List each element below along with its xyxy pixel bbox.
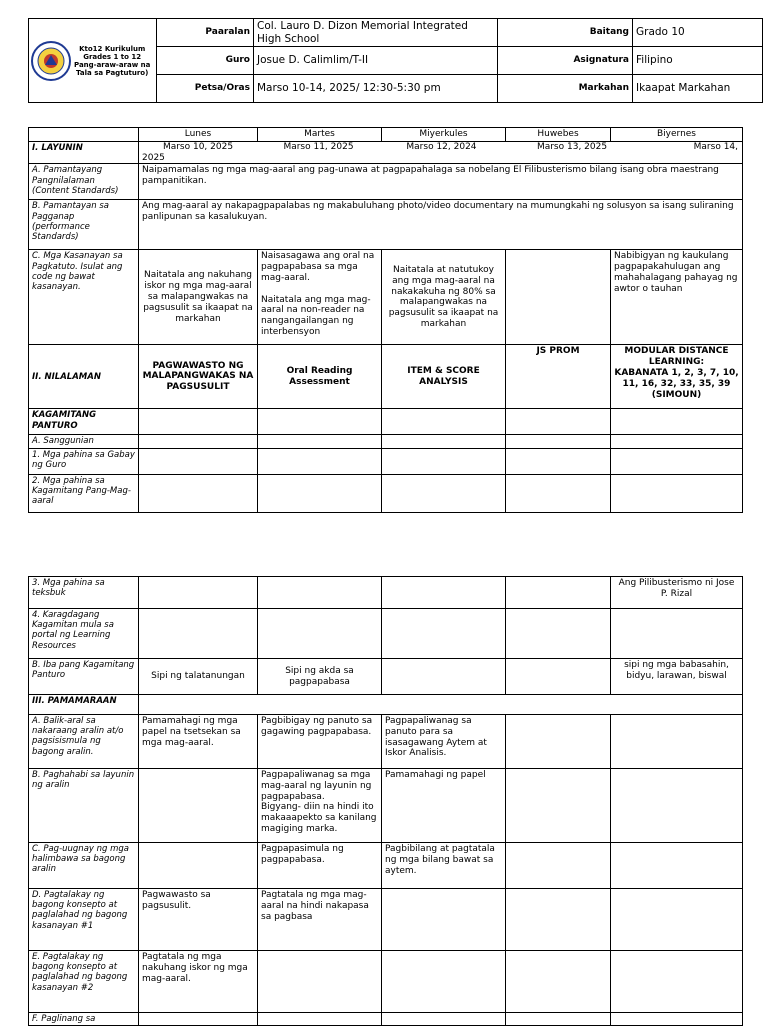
pag-uugnay-tue: Pagpapasimula ng pagpapabasa. xyxy=(258,843,382,889)
empty-cell xyxy=(139,695,743,715)
logo-text: Kto12 Kurikulum Grades 1 to 12 Pang-araw-araw na Tala sa Pagtuturo) xyxy=(74,44,151,77)
empty-cell xyxy=(139,409,258,435)
empty-cell xyxy=(382,577,506,609)
nilalaman-wed: ITEM & SCORE ANALYSIS xyxy=(382,345,506,409)
empty-cell xyxy=(258,609,382,659)
date-wed: Marso 12, 2024 xyxy=(406,141,477,152)
paghahabi-label: B. Paghahabi sa layunin ng aralin xyxy=(29,769,139,843)
guro-label: Guro xyxy=(157,47,254,75)
nilalaman-label: II. NILALAMAN xyxy=(29,345,139,409)
lesson-plan-table-2 xyxy=(28,576,743,1026)
header-table xyxy=(28,18,763,103)
balik-wed: Pagpapaliwanag sa panuto para sa isasagawang Aytem at Iskor Analisis. xyxy=(382,715,506,769)
guro-value: Josue D. Calimlim/T-II xyxy=(254,47,498,75)
baitang-value: Grado 10 xyxy=(633,19,763,47)
day-header: Biyernes xyxy=(611,128,743,142)
d-mon: Pagwawasto sa pagsusulit. xyxy=(139,889,258,951)
petsa-value: Marso 10-14, 2025/ 12:30-5:30 pm xyxy=(254,75,498,103)
kasanayan-fri: Nabibigyan ng kaukulang pagpapakahulugan ang mahahalagang pahayag ng awtor o tauhan xyxy=(611,250,743,345)
deped-seal-icon xyxy=(31,41,71,81)
iba-mon: Sipi ng talatanungan xyxy=(139,659,258,695)
empty-cell xyxy=(382,659,506,695)
iba-tue: Sipi ng akda sa pagpapabasa xyxy=(258,659,382,695)
nilalaman-fri: MODULAR DISTANCE LEARNING: KABANATA 1, 2, 3, 7, 10, 11, 16, 32, 33, 35, 39 (SIMOUN) xyxy=(611,345,743,409)
empty-cell xyxy=(506,951,611,1013)
nilalaman-thu: JS PROM xyxy=(506,345,611,409)
paaralan-label: Paaralan xyxy=(157,19,254,47)
kasanayan-wed: Naitatala at natutukoy ang mga mag-aaral na nakakakuha ng 80% sa malapangwakas na pagsusulit sa ikaapat na markahan xyxy=(382,250,506,345)
kasanayan-mon: Naitatala ang nakuhang iskor ng mga mag-aaral sa malapangwakas na pagsusulit sa ikaapat na markahan xyxy=(139,250,258,345)
empty-cell xyxy=(139,843,258,889)
empty-cell xyxy=(382,951,506,1013)
empty-cell xyxy=(258,409,382,435)
empty-cell xyxy=(506,715,611,769)
empty-cell xyxy=(258,951,382,1013)
pagganap-label: B. Pamantayan sa Pagganap (performance Standards) xyxy=(29,200,139,250)
teksbuk-fri: Ang Pilibusterismo ni Jose P. Rizal xyxy=(611,577,743,609)
empty-cell xyxy=(611,769,743,843)
kagamitang-pang-label: 2. Mga pahina sa Kagamitang Pang-Mag-aaral xyxy=(29,474,139,512)
empty-cell xyxy=(139,577,258,609)
empty-cell xyxy=(139,435,258,448)
sanggunian-label: A. Sanggunian xyxy=(29,435,139,448)
empty-cell xyxy=(611,409,743,435)
empty-cell xyxy=(382,474,506,512)
empty-cell xyxy=(506,609,611,659)
karagdagang-label: 4. Karagdagang Kagamitan mula sa portal ng Learning Resources xyxy=(29,609,139,659)
day-header: Martes xyxy=(258,128,382,142)
nilalaman-tue: Oral Reading Assessment xyxy=(258,345,382,409)
e-label: E. Pagtalakay ng bagong konsepto at paglalahad ng bagong kasanayan #2 xyxy=(29,951,139,1013)
empty-cell xyxy=(258,577,382,609)
pag-uugnay-label: C. Pag-uugnay ng mga halimbawa sa bagong aralin xyxy=(29,843,139,889)
empty-cell xyxy=(382,609,506,659)
empty-cell xyxy=(139,769,258,843)
iba-label: B. Iba pang Kagamitang Panturo xyxy=(29,659,139,695)
d-tue: Pagtatala ng mga mag-aaral na hindi nakapasa sa pagbasa xyxy=(258,889,382,951)
empty-cell xyxy=(139,609,258,659)
date-fri: Marso 14, xyxy=(693,141,739,152)
empty-cell xyxy=(506,409,611,435)
kasanayan-tue: Naisasagawa ang oral na pagpapabasa sa mga mag-aaral. Naitatala ang mga mag-aaral na non-reader na nangangailangan ng interbensyon xyxy=(258,250,382,345)
kasanayan-label: C. Mga Kasanayan sa Pagkatuto. Isulat ang code ng bawat kasanayan. xyxy=(29,250,139,345)
corner-cell xyxy=(29,128,139,142)
day-header: Huwebes xyxy=(506,128,611,142)
empty-cell xyxy=(258,435,382,448)
baitang-label: Baitang xyxy=(498,19,633,47)
empty-cell xyxy=(382,448,506,474)
markahan-value: Ikaapat Markahan xyxy=(633,75,763,103)
lesson-plan-table-1 xyxy=(28,127,743,513)
empty-cell xyxy=(506,474,611,512)
teksbuk-label: 3. Mga pahina sa teksbuk xyxy=(29,577,139,609)
paghahabi-wed: Pamamahagi ng papel xyxy=(382,769,506,843)
day-header: Miyerkules xyxy=(382,128,506,142)
empty-cell xyxy=(139,448,258,474)
pagganap-value: Ang mag-aaral ay nakapagpapalabas ng makabuluhang photo/video documentary na mumungkahi ng solusyon sa isang suliraning panlipunan sa kasalukuyan. xyxy=(139,200,743,250)
petsa-label: Petsa/Oras xyxy=(157,75,254,103)
balik-mon: Pamamahagi ng mga papel na tsetsekan sa mga mag-aaral. xyxy=(139,715,258,769)
date-tue: Marso 11, 2025 xyxy=(283,141,354,152)
asignatura-label: Asignatura xyxy=(498,47,633,75)
pag-uugnay-wed: Pagbibilang at pagtatala ng mga bilang bawat sa aytem. xyxy=(382,843,506,889)
date-mon: Marso 10, 2025 xyxy=(162,141,234,152)
kagamitan-label: KAGAMITANG PANTURO xyxy=(29,409,139,435)
empty-cell xyxy=(506,843,611,889)
iba-fri: sipi ng mga babasahin, bidyu, larawan, biswal xyxy=(611,659,743,695)
empty-cell xyxy=(506,448,611,474)
empty-cell xyxy=(382,889,506,951)
logo-cell xyxy=(29,19,157,103)
pamantayang-value: Naipamamalas ng mga mag-aaral ang pag-unawa at pagpapahalaga sa nobelang El Filibusterismo bilang isang obra maestrang pampanitikan. xyxy=(139,164,743,200)
empty-cell xyxy=(139,474,258,512)
empty-cell xyxy=(506,889,611,951)
empty-cell xyxy=(611,435,743,448)
e-mon: Pagtatala ng mga nakuhang iskor ng mga mag-aaral. xyxy=(139,951,258,1013)
empty-cell xyxy=(611,889,743,951)
asignatura-value: Filipino xyxy=(633,47,763,75)
nilalaman-mon: PAGWAWASTO NG MALAPANGWAKAS NA PAGSUSULIT xyxy=(139,345,258,409)
layunin-label: I. LAYUNIN xyxy=(29,141,139,164)
markahan-label: Markahan xyxy=(498,75,633,103)
date-fri-year: 2025 xyxy=(142,152,165,163)
empty-cell xyxy=(506,577,611,609)
pamantayang-label: A. Pamantayang Pangnilalaman (Content Standards) xyxy=(29,164,139,200)
kasanayan-thu xyxy=(506,250,611,345)
pamamaraan-label: III. PAMAMARAAN xyxy=(29,695,139,715)
empty-cell xyxy=(258,474,382,512)
empty-cell xyxy=(258,448,382,474)
d-label: D. Pagtalakay ng bagong konsepto at paglalahad ng bagong kasanayan #1 xyxy=(29,889,139,951)
empty-cell xyxy=(506,769,611,843)
gabay-label: 1. Mga pahina sa Gabay ng Guro xyxy=(29,448,139,474)
empty-cell xyxy=(611,474,743,512)
f-label: F. Paglinang sa xyxy=(29,1013,139,1026)
empty-cell xyxy=(611,715,743,769)
empty-cell xyxy=(611,951,743,1013)
balik-tue: Pagbibigay ng panuto sa gagawing pagpapabasa. xyxy=(258,715,382,769)
empty-cell xyxy=(382,409,506,435)
empty-cell xyxy=(506,659,611,695)
dates-cell xyxy=(139,141,743,164)
day-header: Lunes xyxy=(139,128,258,142)
empty-cell xyxy=(611,609,743,659)
balik-label: A. Balik-aral sa nakaraang aralin at/o pagsisismula ng bagong aralin. xyxy=(29,715,139,769)
empty-cell xyxy=(611,448,743,474)
paaralan-value: Col. Lauro D. Dizon Memorial Integrated High School xyxy=(254,19,498,47)
empty-cell xyxy=(611,843,743,889)
empty-cell xyxy=(506,435,611,448)
empty-cell xyxy=(382,435,506,448)
paghahabi-tue: Pagpapaliwanag sa mga mag-aaral ng layunin ng pagpapabasa. Bigyang- diin na hindi ito makaaapekto sa kanilang magiging marka. xyxy=(258,769,382,843)
date-thu: Marso 13, 2025 xyxy=(536,141,608,152)
